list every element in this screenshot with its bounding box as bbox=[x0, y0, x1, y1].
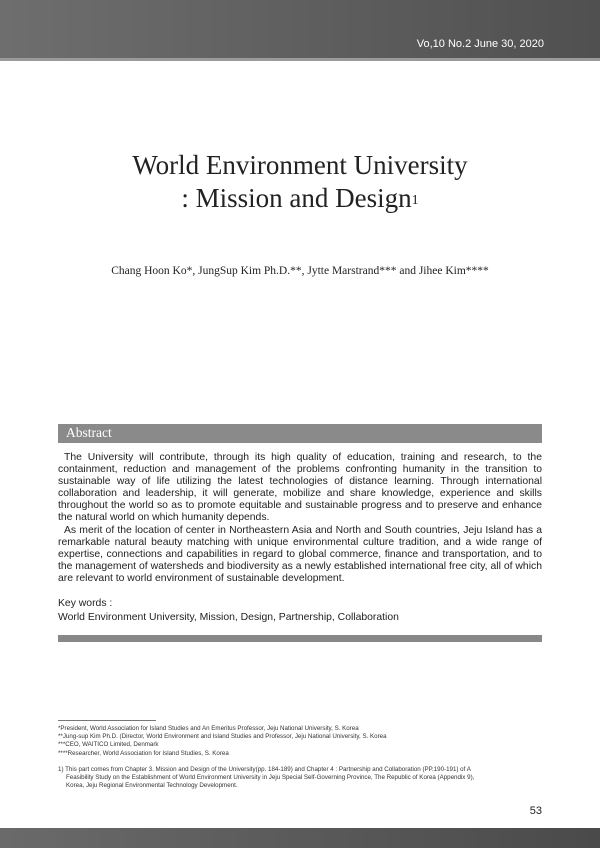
abstract-body bbox=[58, 452, 542, 585]
source-footnote-line: Korea, Jeju Regional Environmental Technology Development. bbox=[66, 782, 238, 790]
title-footnote-mark: 1 bbox=[411, 193, 419, 208]
footnote-item: *President, World Association for Island Studies and An Emeritus Professor, Jeju National University, S. Korea bbox=[58, 725, 359, 732]
footnote-item: ***CEO, WAITICO Limited, Denmark bbox=[58, 741, 159, 749]
keywords-text: World Environment University, Mission, Design, Partnership, Collaboration bbox=[58, 612, 399, 623]
source-footnote-line: Feasibility Study on the Establishment of World Environment University in Jeju Special Self-Governing Province, The Republic of Korea (Appendix 9), bbox=[66, 774, 475, 782]
footer-band bbox=[0, 828, 600, 848]
source-footnote-line: 1) This part comes from Chapter 3. Mission and Design of the University(pp. 184-189) and Chapter 4 : Partnership and Collaboration (PP.190-191) of A bbox=[58, 766, 471, 773]
paper-title bbox=[0, 149, 600, 215]
abstract-heading-bar bbox=[58, 424, 542, 443]
section-divider bbox=[58, 635, 542, 642]
author-footnotes bbox=[58, 725, 544, 758]
author-list: Chang Hoon Ko*, JungSup Kim Ph.D.**, Jytte Marstrand*** and Jihee Kim**** bbox=[111, 265, 489, 277]
title-line-1: World Environment University bbox=[132, 150, 468, 180]
abstract-heading: Abstract bbox=[66, 425, 112, 440]
footnote-item: **Jung-sup Kim Ph.D. (Director, World Environment and Island Studies and Professor, Jeju National University, S. Korea bbox=[58, 733, 387, 741]
keywords-heading: Key words : bbox=[58, 598, 113, 609]
title-line-2-text: : Mission and Design bbox=[181, 183, 412, 213]
page-number: 53 bbox=[529, 805, 542, 817]
source-footnote bbox=[58, 766, 544, 791]
abstract-paragraph: The University will contribute, through its high quality of education, training and research, to the containment, reduction and management of the problems confronting humanity in the transition to sustainable way of life utilizing the latest technologies of distance learning. Through international collaboration and leadership, it will generate, mobilize and share knowledge, experience and skills throughout the world so as to promote equitable and sustainable progress and to preserve and enhance the natural world on which humanity depends. bbox=[58, 452, 542, 524]
issue-info: Vo,10 No.2 June 30, 2020 bbox=[416, 38, 544, 50]
title-line-2 bbox=[0, 182, 600, 215]
header-band-edge bbox=[0, 58, 600, 61]
footnote-rule bbox=[58, 720, 156, 721]
abstract-paragraph: As merit of the location of center in Northeastern Asia and North and South countries, Jeju Island has a remarkable natural beauty matching with unique environmental culture tradition, and a wide range of expertise, connections and capabilities in regard to global commerce, finance and transportation, and to the management of watersheds and biodiversity as a newly established international free city, all of which are relevant to world environment of sustainable development. bbox=[58, 524, 542, 584]
footnote-item: ****Researcher, World Association for Island Studies, S. Korea bbox=[58, 749, 229, 757]
